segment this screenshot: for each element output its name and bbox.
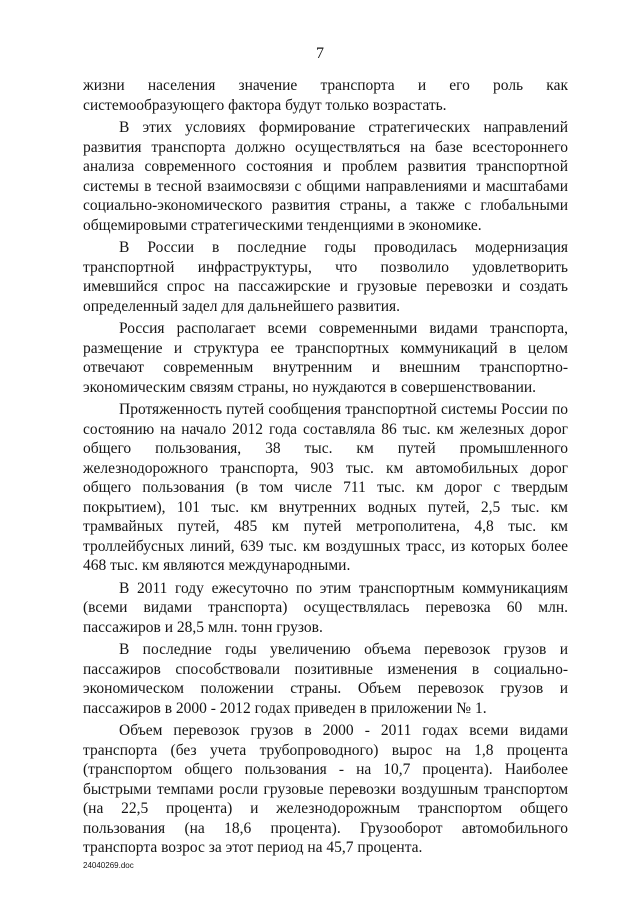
paragraph-5: Протяженность путей сообщения транспортной системы России по состоянию на начало 2012 года составляла 86 тыс. км железных дорог общего пользования, 38 тыс. км путей промышленного железнодорожного транспорта, 903 тыс. км автомобильных дорог общего пользования (в том числе 711 тыс. км дорог с твердым покрытием), 101 тыс. км внутренних водных путей, 2,5 тыс. км трамвайных путей, 485 км путей метрополитена, 4,8 тыс. км троллейбусных линий, 639 тыс. км воздушных трасс, из которых более 468 тыс. км являются международными. xyxy=(83,401,568,574)
document-body xyxy=(83,76,568,861)
paragraph-6: В 2011 году ежесуточно по этим транспортным коммуникациям (всеми видами транспорта) осуществлялась перевозка 60 млн. пассажиров и 28,5 млн. тонн грузов. xyxy=(83,579,568,636)
paragraph-4: Россия располагает всеми современными видами транспорта, размещение и структура ее транспортных коммуникаций в целом отвечают современным внутренним и внешним транспортно-экономическим связям страны, но нуждаются в совершенствовании. xyxy=(83,320,568,396)
page-number: 7 xyxy=(316,45,324,62)
paragraph-1: жизни населения значение транспорта и его роль как системообразующего фактора будут только возрастать. xyxy=(83,77,568,114)
paragraph-7: В последние годы увеличению объема перевозок грузов и пассажиров способствовали позитивные изменения в социально-экономическом положении страны. Объем перевозок грузов и пассажиров в 2000 - 2012 годах приведен в приложении № 1. xyxy=(83,641,568,717)
paragraph-8: Объем перевозок грузов в 2000 - 2011 годах всеми видами транспорта (без учета трубопроводного) вырос на 1,8 процента (транспортом общего пользования - на 10,7 процента). Наиболее быстрыми темпами росли грузовые перевозки воздушным транспортом (на 22,5 процента) и железнодорожным транспортом общего пользования (на 18,6 процента). Грузооборот автомобильного транспорта возрос за этот период на 45,7 процента. xyxy=(83,722,568,856)
paragraph-2: В этих условиях формирование стратегических направлений развития транспорта должно осуществляться на базе всестороннего анализа современного состояния и проблем развития транспортной системы в тесной взаимосвязи с общими направлениями и масштабами социально-экономического развития страны, а также с глобальными общемировыми стратегическими тенденциями в экономике. xyxy=(83,119,568,234)
paragraph-3: В России в последние годы проводилась модернизация транспортной инфраструктуры, что позволило удовлетворить имевшийся спрос на пассажирские и грузовые перевозки и создать определенный задел для дальнейшего развития. xyxy=(83,239,568,315)
footer-filename: 24040269.doc xyxy=(83,861,134,870)
